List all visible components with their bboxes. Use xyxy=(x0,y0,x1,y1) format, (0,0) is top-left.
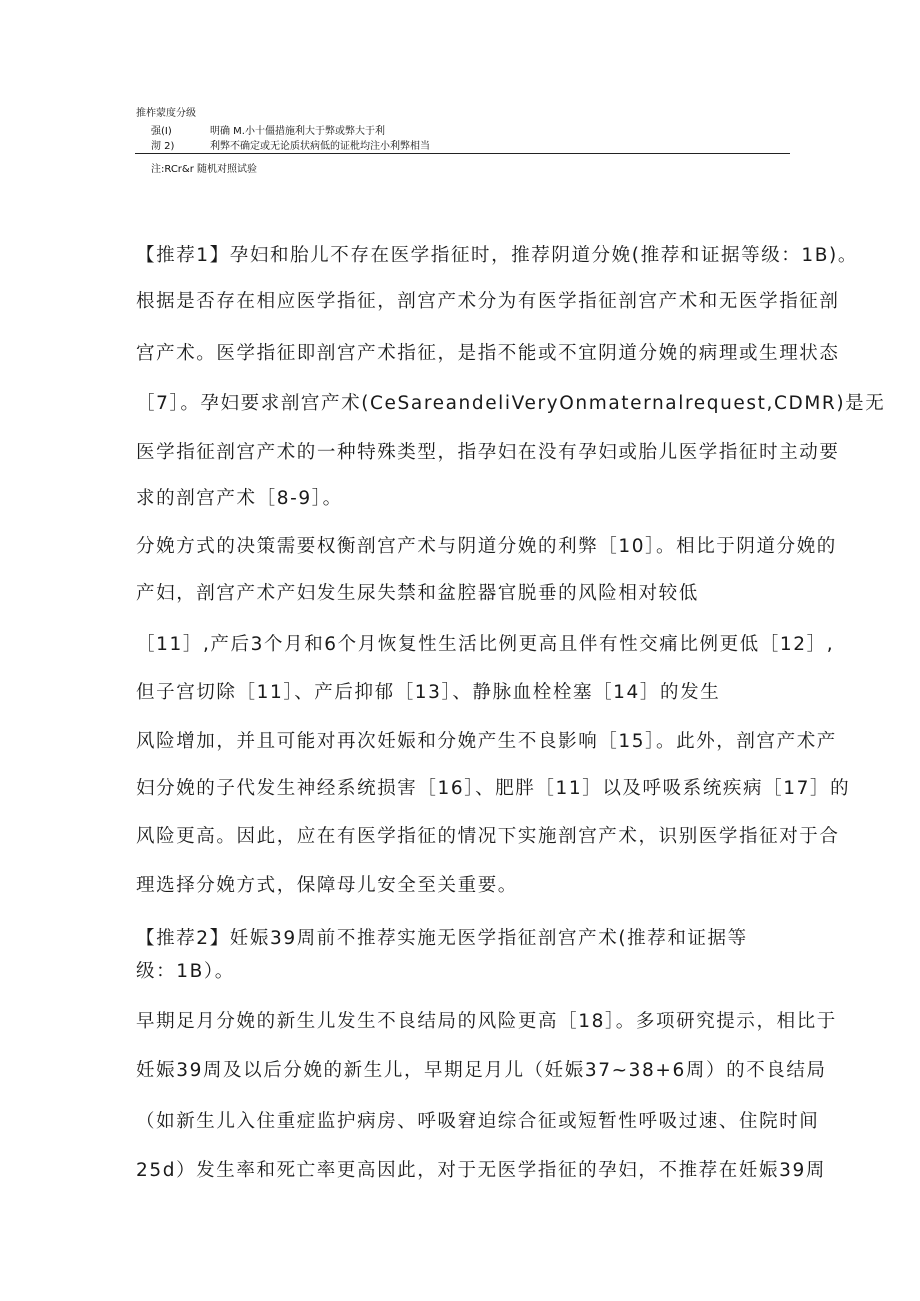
body-line: 早期足月分娩的新生儿发生不良结局的风险更高［18］。多项研究提示，相比于 xyxy=(136,1011,837,1032)
body-line: 妊娠39周及以后分娩的新生儿，早期足月儿（妊娠37~38+6周）的不良结局 xyxy=(136,1060,827,1081)
body-line: 分娩方式的决策需要权衡剖宫产术与阴道分娩的利弊［10］。相比于阴道分娩的 xyxy=(136,536,837,557)
body-line: 但子宫切除［11］、产后抑郁［13］、静脉血栓栓塞［14］的发生 xyxy=(136,682,721,703)
body-line: 风险增加，并且可能对再次妊娠和分娩产生不良影响［15］。此外，剖宫产术产 xyxy=(136,731,837,752)
body-line: 风险更高。因此，应在有医学指征的情况下实施剖宫产术，识别医学指征对于合 xyxy=(136,826,840,847)
table-note: 注:RCr&r 随机对照试验 xyxy=(151,164,258,175)
grading-level-strong: 强(I) xyxy=(151,126,172,137)
body-line: 妇分娩的子代发生神经系统损害［16］、肥胖［11］以及呼吸系统疾病［17］的 xyxy=(136,778,851,799)
body-line: 【推荐1】孕妇和胎儿不存在医学指征时，推荐阴道分娩(推荐和证据等级：1B)。 xyxy=(136,245,858,266)
body-line: ［11］,产后3个月和6个月恢复性生活比例更高且伴有性交痛比例更低［12］, xyxy=(136,634,835,655)
grading-table-title: 推柞蒙度分级 xyxy=(136,108,196,119)
body-line: 医学指征剖宫产术的一种特殊类型，指孕妇在没有孕妇或胎儿医学指征时主动要 xyxy=(136,442,840,463)
grading-level-weak: 沏 2) xyxy=(151,141,175,152)
body-line: 根据是否存在相应医学指征，剖宫产术分为有医学指征剖宫产术和无医学指征剖 xyxy=(136,291,840,312)
body-line: 级：1B）。 xyxy=(136,961,235,982)
body-line: （如新生儿入住重症监护病房、呼吸窘迫综合征或短暂性呼吸过速、住院时间 xyxy=(136,1111,820,1132)
body-line: 理选择分娩方式，保障母儿安全至关重要。 xyxy=(136,875,518,896)
body-line: 【推荐2】妊娠39周前不推荐实施无医学指征剖宫产术(推荐和证据等 xyxy=(136,928,748,949)
grading-desc-weak: 利弊不确定或无论质状病低的证枇均注小利弊相当 xyxy=(210,141,430,152)
body-line: ［7］。孕妇要求剖宫产术(CeSareandeliVeryOnmaternalrequest,CDMR)是无 xyxy=(136,393,886,414)
body-line: 求的剖宫产术［8-9］。 xyxy=(136,488,343,509)
grading-desc-strong: 明确 M.小十僵措施利大于弊或弊大于利 xyxy=(210,126,385,137)
table-bottom-rule xyxy=(135,153,790,154)
body-line: 产妇，剖宫产术产妇发生尿失禁和盆腔器官脱垂的风险相对较低 xyxy=(136,583,699,604)
body-line: 25d）发生率和死亡率更高因此，对于无医学指征的孕妇，不推荐在妊娠39周 xyxy=(136,1160,826,1181)
body-line: 宫产术。医学指征即剖宫产术指征，是指不能或不宜阴道分娩的病理或生理状态 xyxy=(136,343,840,364)
